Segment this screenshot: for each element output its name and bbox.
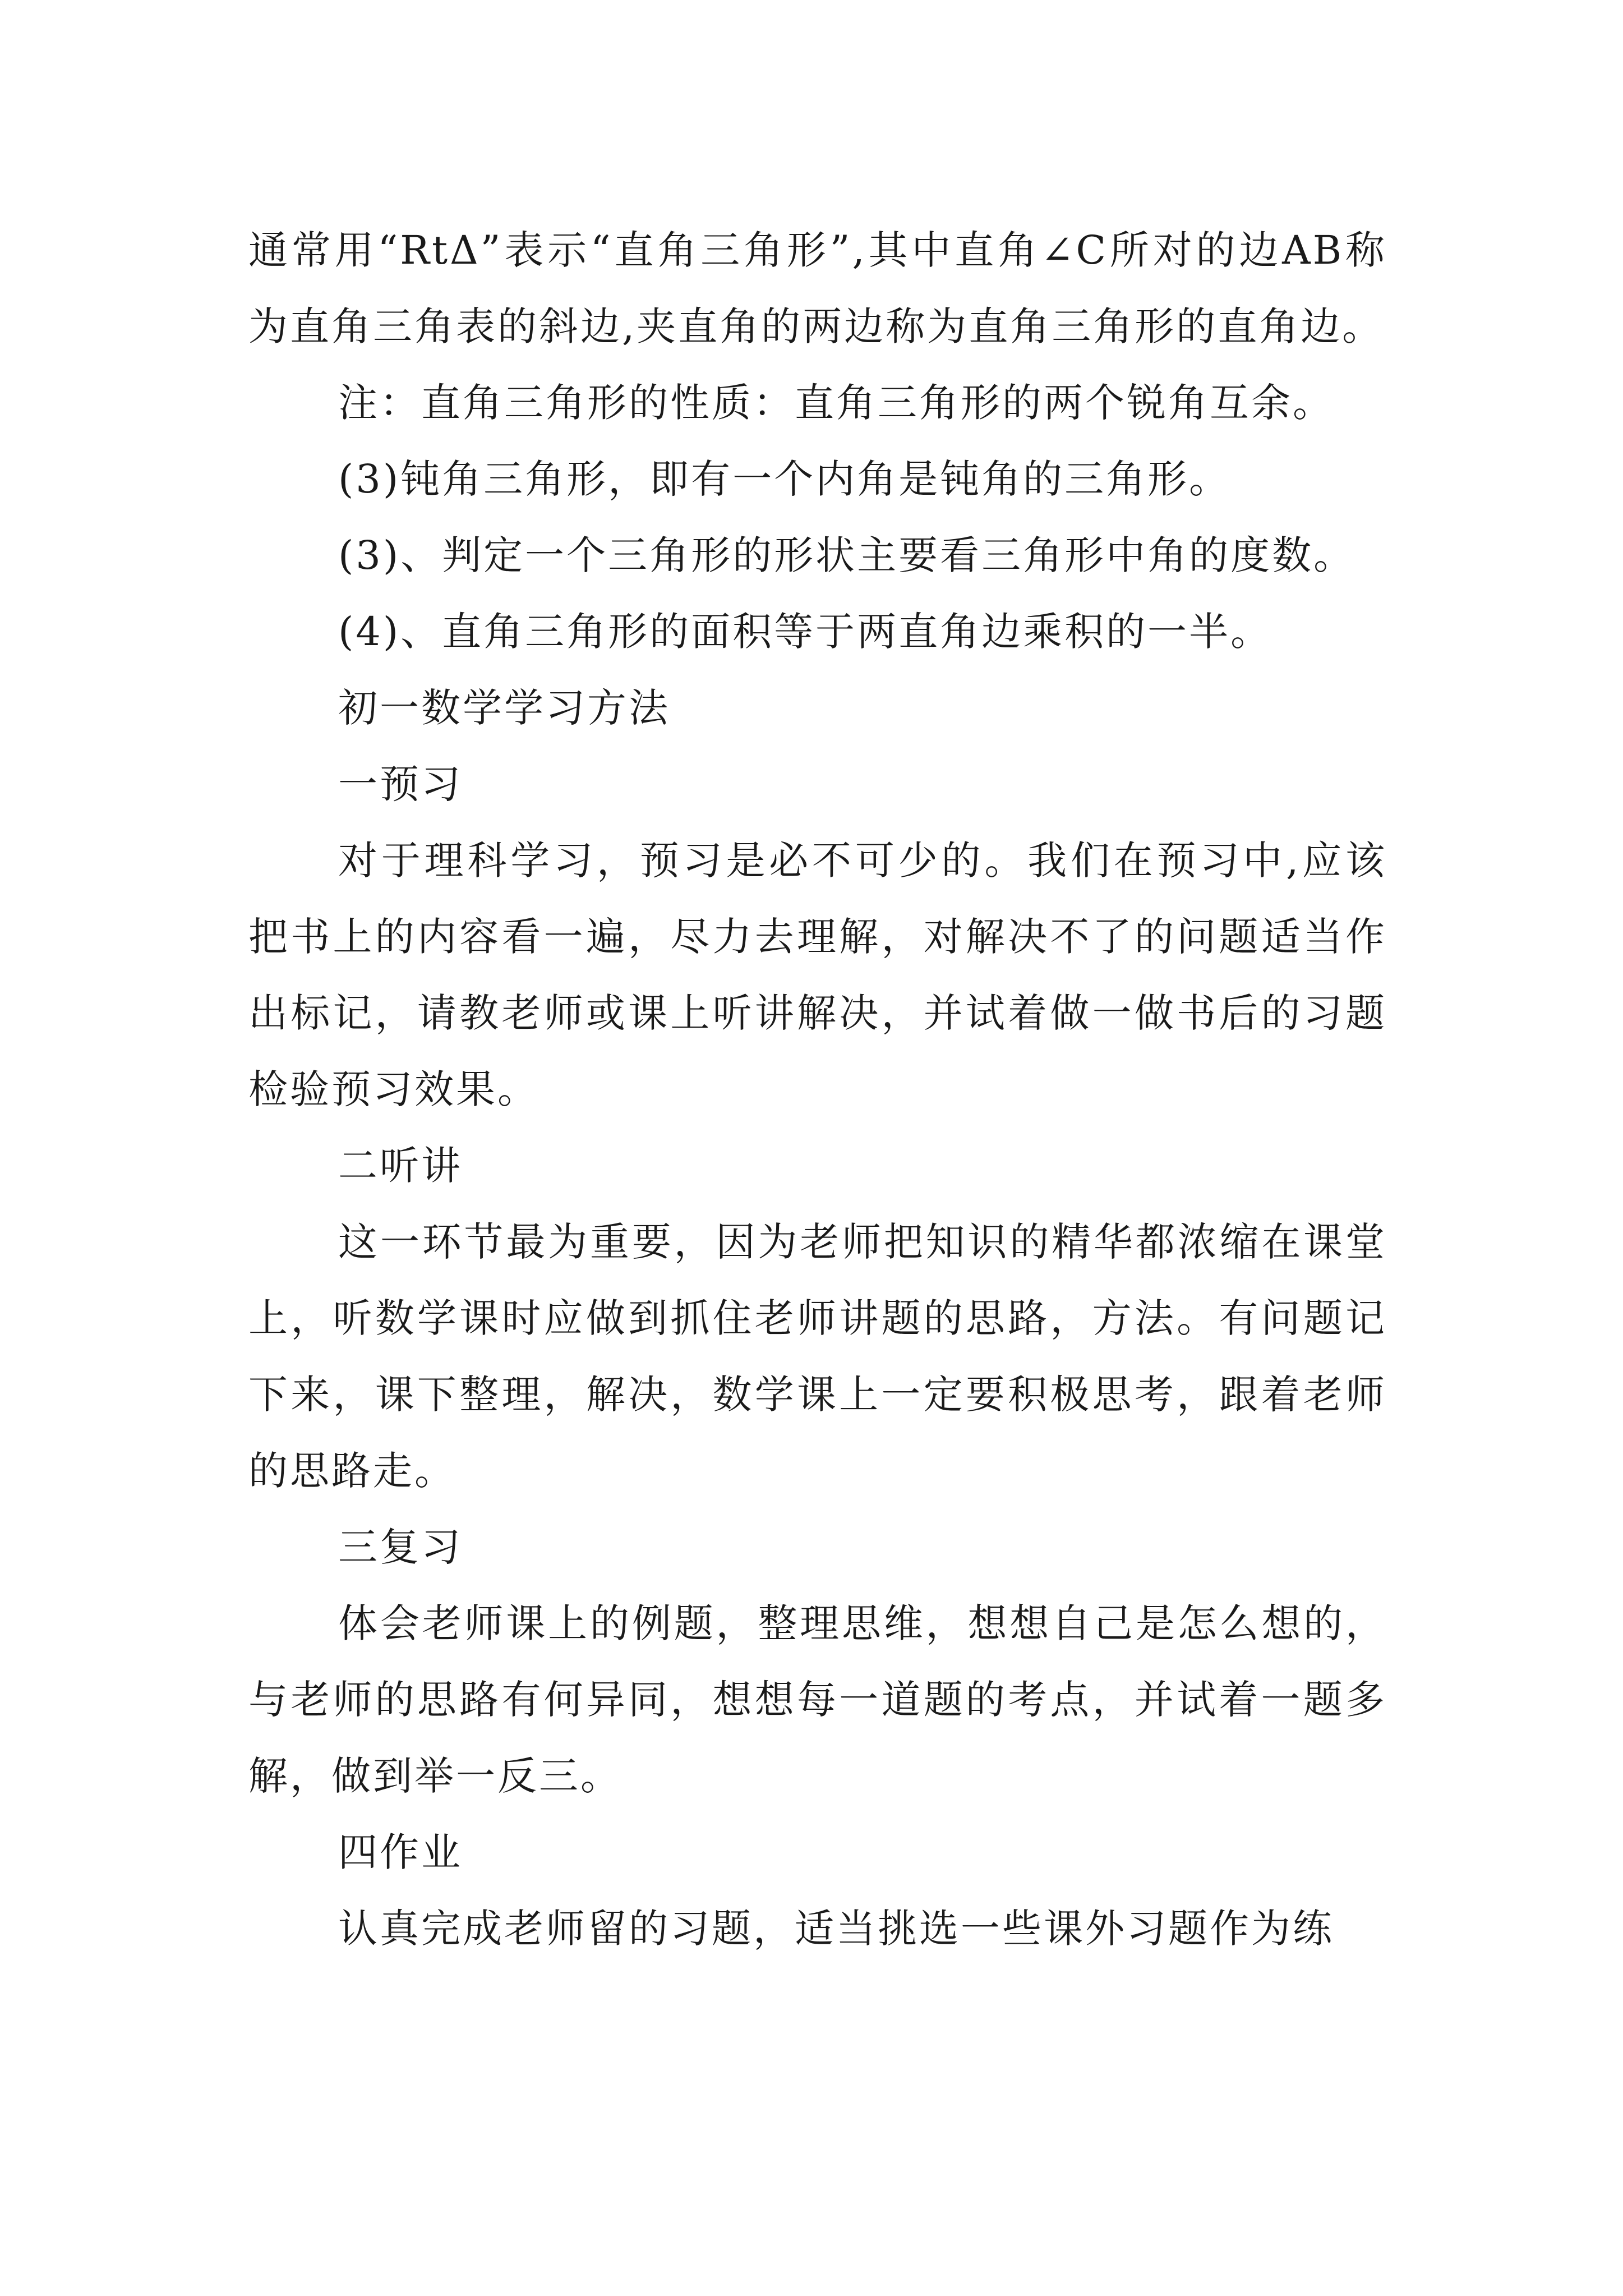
subheading-homework: 四作业 <box>338 1829 463 1875</box>
subheading-listening: 二听讲 <box>338 1143 463 1189</box>
paragraph-listening: 这一环节最为重要，因为老师把知识的精华都浓缩在课堂上，听数学课时应做到抓住老师讲题的思路，方法。有问题记下来，课下整理，解决，数学课上一定要积极思考，跟着老师的思路走。 <box>248 1219 1387 1494</box>
paragraph-homework: 认真完成老师留的习题，适当挑选一些课外习题作为练 <box>338 1906 1334 1952</box>
paragraph-review: 体会老师课上的例题，整理思维，想想自己是怎么想的，与老师的思路有何异同，想想每一道题的考点，并试着一题多解，做到举一反三。 <box>248 1600 1387 1799</box>
section-heading-study-methods: 初一数学学习方法 <box>338 685 670 731</box>
paragraph-right-triangle-property: 注：直角三角形的性质：直角三角形的两个锐角互余。 <box>338 380 1334 426</box>
paragraph-preview: 对于理科学习，预习是必不可少的。我们在预习中,应该把书上的内容看一遍，尽力去理解，对解决不了的问题适当作出标记，请教老师或课上听讲解决，并试着做一做书后的习题检验预习效果。 <box>248 838 1387 1112</box>
paragraph-right-triangle-definition: 通常用“RtΔ”表示“直角三角形”,其中直角∠C所对的边AB称为直角三角表的斜边,夹直角的两边称为直角三角形的直角边。 <box>248 227 1387 349</box>
paragraph-right-triangle-area: (4)、直角三角形的面积等于两直角边乘积的一半。 <box>338 609 1272 655</box>
paragraph-obtuse-triangle: (3)钝角三角形，即有一个内角是钝角的三角形。 <box>338 456 1231 502</box>
document-body <box>248 212 1387 1967</box>
subheading-preview: 一预习 <box>338 761 463 807</box>
subheading-review: 三复习 <box>338 1524 463 1570</box>
paragraph-triangle-shape-judgment: (3)、判定一个三角形的形状主要看三角形中角的度数。 <box>338 532 1355 578</box>
